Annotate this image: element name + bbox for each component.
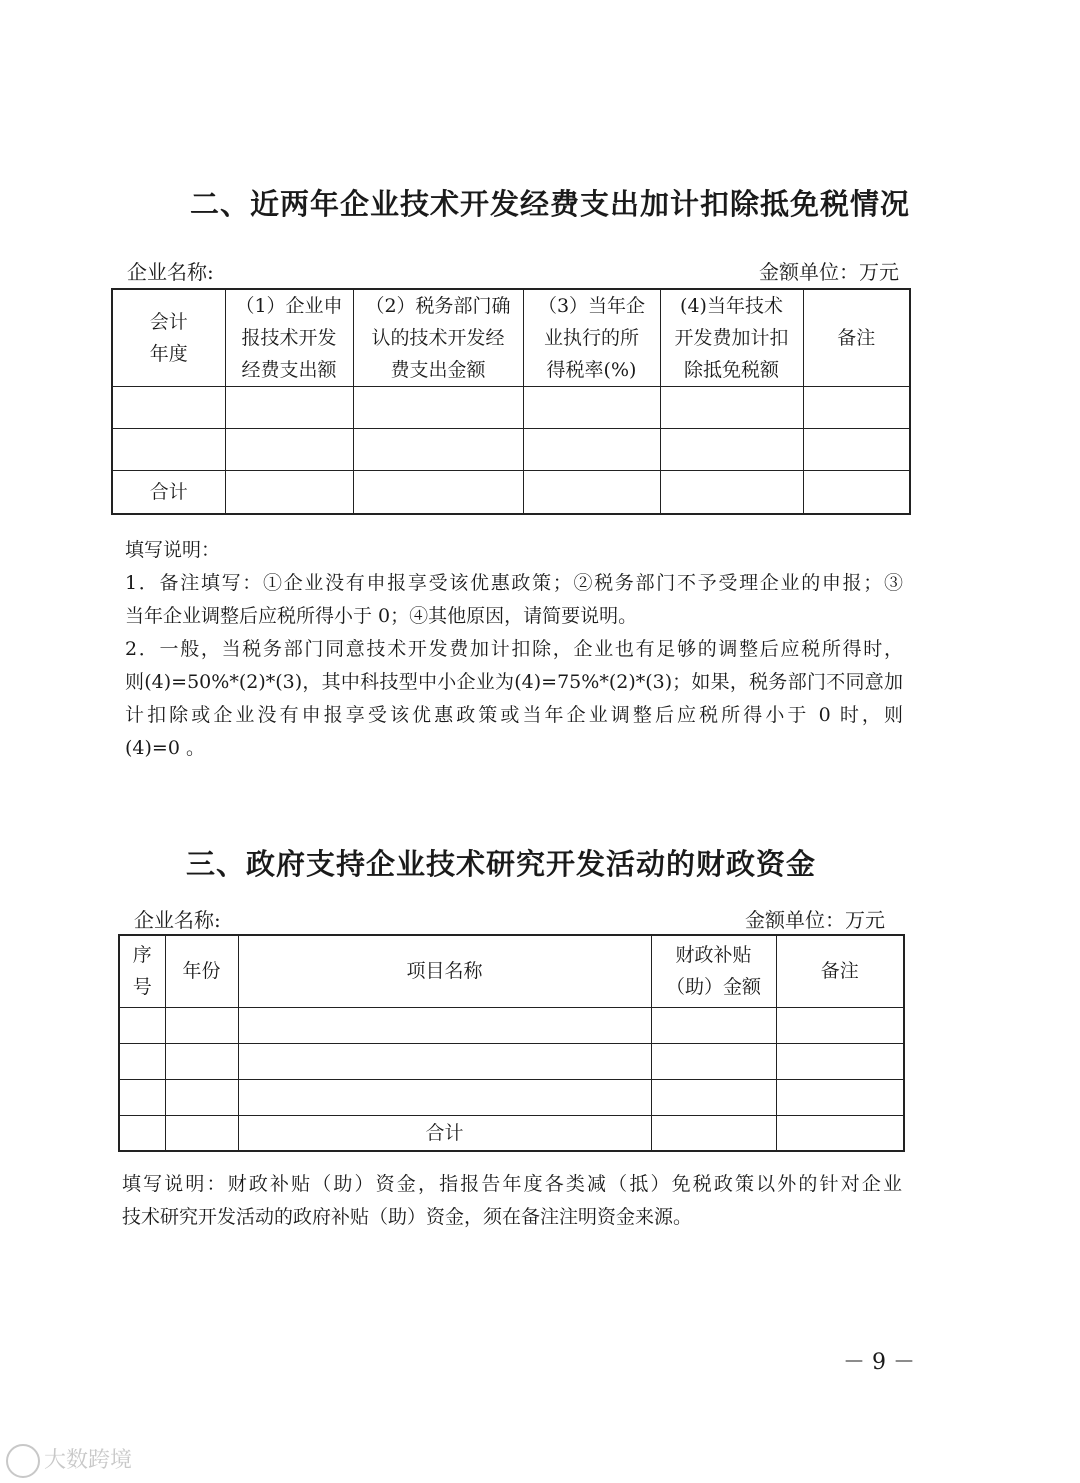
note-line: 则(4)=50%*(2)*(3)，其中科技型中小企业为(4)=75%*(2)*(3)；如果，税务部门不同意加: [125, 671, 903, 693]
watermark-logo-icon: [6, 1444, 40, 1478]
header-tax-rate: （3）当年企 业执行的所 得税率(%): [523, 289, 660, 387]
note-line: 2．一般，当税务部门同意技术开发费加计扣除，企业也有足够的调整后应税所得时，: [125, 638, 903, 660]
table-cell[interactable]: [119, 1079, 165, 1115]
table-cell[interactable]: [112, 387, 225, 429]
note-line: 1．备注填写：①企业没有申报享受该优惠政策；②税务部门不予受理企业的申报；③: [125, 572, 903, 594]
total-label: 合计: [238, 1115, 651, 1151]
header-deduction-amount: (4)当年技术 开发费加计扣 除抵免税额: [660, 289, 803, 387]
table-cell[interactable]: [523, 471, 660, 514]
table-cell[interactable]: [238, 1007, 651, 1043]
table-cell[interactable]: [660, 429, 803, 471]
watermark: [6, 1443, 132, 1478]
table-cell[interactable]: [660, 471, 803, 514]
table-cell[interactable]: [776, 1115, 904, 1151]
header-accounting-year: 会计 年度: [112, 289, 225, 387]
note-line: (4)=0 。: [125, 737, 205, 759]
note-line: 计扣除或企业没有申报享受该优惠政策或当年企业调整后应税所得小于 0 时，则: [125, 704, 903, 726]
table-total-row: [119, 1115, 904, 1151]
section3-title: 三、政府支持企业技术研究开发活动的财政资金: [186, 847, 817, 881]
watermark-text: 大数跨境: [44, 1448, 133, 1473]
table-cell[interactable]: [119, 1043, 165, 1079]
table-header-row: [112, 289, 910, 387]
table-header-row: [119, 935, 904, 1007]
page-number: － 9 －: [843, 1350, 915, 1375]
table-cell[interactable]: [523, 387, 660, 429]
table-row: [119, 1079, 904, 1115]
header-remark: 备注: [776, 935, 904, 1007]
section2-unit-label: 金额单位：万元: [759, 260, 899, 284]
header-confirmed-expense: （2）税务部门确 认的技术开发经 费支出金额: [353, 289, 523, 387]
table-cell[interactable]: [165, 1115, 238, 1151]
table-cell[interactable]: [651, 1079, 776, 1115]
section3-company-label: 企业名称:: [134, 908, 221, 932]
table-cell[interactable]: [225, 387, 353, 429]
table-cell[interactable]: [225, 471, 353, 514]
header-year: 年份: [165, 935, 238, 1007]
table-cell[interactable]: [238, 1043, 651, 1079]
table-cell[interactable]: [651, 1007, 776, 1043]
notes-title: 填写说明：: [125, 539, 221, 561]
table-cell[interactable]: [165, 1007, 238, 1043]
table-cell[interactable]: [112, 429, 225, 471]
table-cell[interactable]: [803, 429, 910, 471]
table-cell[interactable]: [225, 429, 353, 471]
table-cell[interactable]: [660, 387, 803, 429]
section2-company-label: 企业名称:: [127, 260, 214, 284]
section2-notes: [125, 534, 903, 765]
table-cell[interactable]: [165, 1043, 238, 1079]
section2-title: 二、近两年企业技术开发经费支出加计扣除抵免税情况: [190, 187, 911, 221]
table-cell[interactable]: [165, 1079, 238, 1115]
note-line: 技术研究开发活动的政府补贴（助）资金，须在备注注明资金来源。: [122, 1206, 693, 1228]
table-cell[interactable]: [523, 429, 660, 471]
header-seq: 序 号: [119, 935, 165, 1007]
table-cell[interactable]: [353, 387, 523, 429]
note-line: 填写说明：财政补贴（助）资金，指报告年度各类减（抵）免税政策以外的针对企业: [122, 1173, 902, 1195]
total-label: 合计: [112, 471, 225, 514]
table-cell[interactable]: [119, 1115, 165, 1151]
fiscal-funds-table: [118, 934, 905, 1152]
header-project-name: 项目名称: [238, 935, 651, 1007]
table-cell[interactable]: [651, 1043, 776, 1079]
table-total-row: [112, 471, 910, 514]
table-cell[interactable]: [803, 471, 910, 514]
table-cell[interactable]: [776, 1043, 904, 1079]
table-row: [112, 429, 910, 471]
table-cell[interactable]: [353, 471, 523, 514]
header-subsidy-amount: 财政补贴 （助）金额: [651, 935, 776, 1007]
note-line: 当年企业调整后应税所得小于 0；④其他原因，请简要说明。: [125, 605, 638, 627]
table-cell[interactable]: [776, 1007, 904, 1043]
table-row: [119, 1007, 904, 1043]
section3-notes: [122, 1168, 902, 1234]
header-remark: 备注: [803, 289, 910, 387]
tax-deduction-table: [111, 288, 911, 515]
table-cell[interactable]: [119, 1007, 165, 1043]
table-row: [112, 387, 910, 429]
table-cell[interactable]: [803, 387, 910, 429]
table-row: [119, 1043, 904, 1079]
section3-unit-label: 金额单位：万元: [745, 908, 885, 932]
table-cell[interactable]: [353, 429, 523, 471]
table-cell[interactable]: [651, 1115, 776, 1151]
table-cell[interactable]: [776, 1079, 904, 1115]
header-declared-expense: （1）企业申 报技术开发 经费支出额: [225, 289, 353, 387]
table-cell[interactable]: [238, 1079, 651, 1115]
